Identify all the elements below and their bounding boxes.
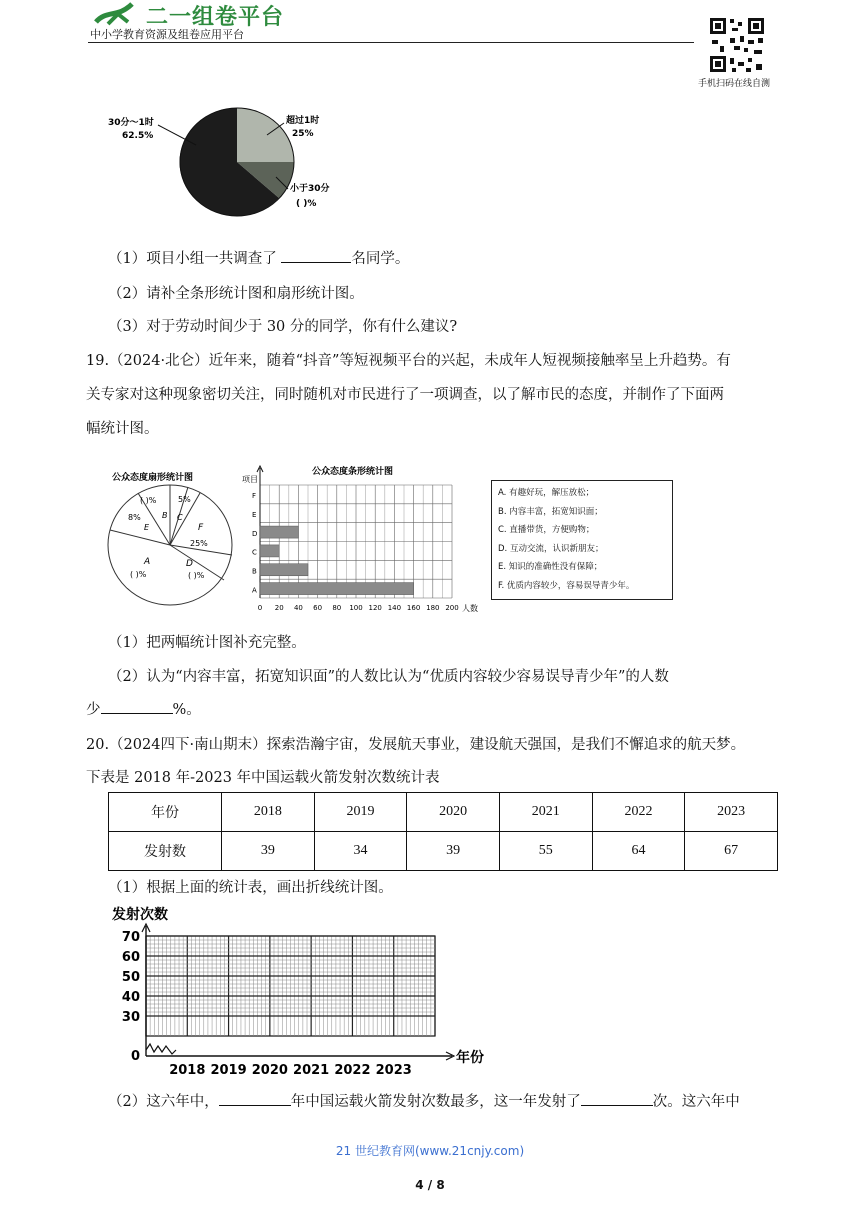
line-xtick: 2022 <box>334 1063 371 1078</box>
pie1-label-b: 超过1时 <box>286 116 320 126</box>
pie-chart-labor-time <box>100 105 400 235</box>
q19-sub2-line2 <box>86 698 201 719</box>
q20-sub1: （1）根据上面的统计表，画出折线统计图。 <box>108 880 393 896</box>
bar-xtick: 140 <box>387 604 402 612</box>
q18-sub2: （2）请补全条形统计图和扇形统计图。 <box>108 286 364 302</box>
legend-list <box>492 481 672 595</box>
line-axis-break-icon <box>146 1044 176 1054</box>
q20-sub2-blank2[interactable] <box>581 1091 653 1106</box>
q19-sub2-blank[interactable] <box>101 699 173 714</box>
q18-sub1-blank[interactable] <box>281 248 351 263</box>
bar-xtick: 100 <box>349 604 363 612</box>
q18-sub1-post: 名同学。 <box>351 251 410 267</box>
q20-line1: 20.（2024四下·南山期末）探索浩瀚宇宙，发展航天事业，建设航天强国，是我们不懈追求的航天梦。 <box>86 737 746 753</box>
pie2-title: 公众态度扇形统计图 <box>112 473 194 483</box>
pie2-label-c: C <box>177 513 183 522</box>
line-ytick: 60 <box>121 950 140 965</box>
bar-xlabel: 人数 <box>462 604 478 613</box>
qr-code-icon[interactable] <box>708 16 766 74</box>
table-cell-value: 67 <box>685 832 778 871</box>
line-xtick: 2020 <box>251 1063 288 1078</box>
pie1-label-a: 30分～1时 <box>108 118 154 128</box>
q18-sub1 <box>108 247 409 268</box>
bar-legend-box <box>491 480 673 600</box>
bar-chart-public-attitude <box>236 460 486 620</box>
bar-category-B: B <box>252 567 257 576</box>
legend-item: C. 直播带货，方便购物； <box>498 525 595 535</box>
line-ytick: 40 <box>121 990 140 1005</box>
line-xtick: 2023 <box>375 1063 412 1078</box>
pie2-label-d-val: ( )% <box>188 571 205 580</box>
bar-xtick: 120 <box>368 604 382 612</box>
bar-xtick: 200 <box>445 604 459 612</box>
table-header-label: 年份 <box>109 793 222 832</box>
table-row-label: 发射数 <box>109 832 222 871</box>
line-xtick: 2021 <box>293 1063 330 1078</box>
bar-C <box>260 545 279 557</box>
pie2-label-d: D <box>186 559 193 569</box>
line-xtick: 2018 <box>169 1063 206 1078</box>
launch-table <box>108 792 778 871</box>
bar-xtick: 0 <box>257 604 263 612</box>
bar-category-D: D <box>252 529 258 538</box>
bar-xtick: 180 <box>426 604 440 612</box>
table-header-year: 2023 <box>685 793 778 832</box>
q20-sub2-b: 年中国运载火箭发射次数最多，这一年发射了 <box>290 1094 581 1110</box>
table-cell-value: 55 <box>499 832 592 871</box>
legend-item: E. 知识的准确性没有保障； <box>498 562 603 572</box>
legend-item: D. 互动交流，认识新朋友； <box>498 543 604 554</box>
bar-category-F: F <box>252 492 257 501</box>
pie2-label-e: E <box>144 523 150 532</box>
pie2-label-f: F <box>198 523 204 533</box>
table-header-year: 2018 <box>222 793 315 832</box>
bar-x-ticks <box>258 604 459 612</box>
pie-chart-public-attitude <box>100 460 240 610</box>
q20-sub2-c: 次。这六年中 <box>652 1094 740 1110</box>
line-ytick: 50 <box>121 970 140 985</box>
line-ytick: 0 <box>130 1049 140 1064</box>
table-header-year: 2022 <box>592 793 685 832</box>
bar-xtick: 80 <box>332 604 342 612</box>
bar-A <box>260 583 414 595</box>
bar-xtick: 60 <box>313 604 323 612</box>
bar-title: 公众态度条形统计图 <box>312 467 394 477</box>
table-cell-value: 39 <box>407 832 500 871</box>
q19-line3: 幅统计图。 <box>86 421 159 437</box>
q19-line1: 19.（2024·北仑）近年来，随着“抖音”等短视频平台的兴起，未成年人短视频接触率呈上升趋势。有 <box>86 353 731 369</box>
line-ytick: 70 <box>121 930 140 945</box>
legend-item: B. 内容丰富，拓宽知识面； <box>498 506 603 517</box>
bar-category-E: E <box>252 511 257 520</box>
pie1-value-b: 25% <box>292 129 314 139</box>
q19-line2: 关专家对这种现象密切关注，同时随机对市民进行了一项调查，以了解市民的态度，并制作了下面两 <box>86 387 724 403</box>
bar-D <box>260 526 298 538</box>
pie2-label-c5: 5% <box>178 495 191 504</box>
legend-item: F. 优质内容较少，容易误导青少年。 <box>498 580 635 591</box>
pie2-label-f25: 25% <box>190 539 208 548</box>
header-tagline: 中小学教育资源及组卷应用平台 <box>90 28 244 41</box>
pie1-value-c: ( )% <box>296 199 317 209</box>
table-header-year: 2021 <box>499 793 592 832</box>
q18-sub3: （3）对于劳动时间少于 30 分的同学，你有什么建议? <box>108 319 458 335</box>
line-x-ticks <box>169 1063 412 1078</box>
footer-page-number: 4 / 8 <box>415 1178 445 1192</box>
logo-main-text: 二一组卷平台 <box>146 5 285 30</box>
q19-sub1: （1）把两幅统计图补充完整。 <box>108 635 306 651</box>
table-cell-value: 34 <box>314 832 407 871</box>
table-row <box>109 832 778 871</box>
q18-sub1-text: （1）项目小组一共调查了 <box>108 251 277 267</box>
q19-sub2-post: %。 <box>172 702 201 718</box>
bar-ylabel: 项目 <box>242 475 258 484</box>
runner-logo-icon <box>88 0 144 26</box>
pie2-label-a-val: ( )% <box>130 570 147 579</box>
q19-sub2-pre: 少 <box>86 702 101 718</box>
line-grid <box>142 924 454 1060</box>
q20-line2: 下表是 2018 年-2023 年中国运载火箭发射次数统计表 <box>86 770 440 786</box>
table-header-row <box>109 793 778 832</box>
q20-sub2-a: （2）这六年中， <box>108 1094 219 1110</box>
line-xtick: 2019 <box>210 1063 247 1078</box>
bar-category-labels <box>252 492 257 594</box>
table-cell-value: 64 <box>592 832 685 871</box>
footer-site-link[interactable]: 21 世纪教育网(www.21cnjy.com) <box>335 1144 525 1158</box>
pie1-value-a: 62.5% <box>122 131 154 141</box>
qr-caption: 手机扫码在线自测 <box>698 79 771 89</box>
bar-B <box>260 564 308 576</box>
bar-xtick: 20 <box>274 604 284 612</box>
line-ytick: 30 <box>121 1010 140 1025</box>
legend-item: A. 有趣好玩，解压放松； <box>498 488 595 498</box>
pie1-label-c: 小于30分 <box>290 184 330 194</box>
line-ylabel: 发射次数 <box>112 907 168 923</box>
line-chart-launches <box>100 898 500 1080</box>
table-header-year: 2019 <box>314 793 407 832</box>
line-y-ticks <box>122 930 140 1064</box>
table-cell-value: 39 <box>222 832 315 871</box>
bar-category-A: A <box>252 586 257 595</box>
bar-xtick: 160 <box>406 604 421 612</box>
bar-category-C: C <box>252 548 257 557</box>
bar-xtick: 40 <box>293 604 303 612</box>
line-xlabel: 年份 <box>456 1050 484 1066</box>
table-header-year: 2020 <box>407 793 500 832</box>
pie2-label-a: A <box>144 557 151 567</box>
q20-sub2 <box>108 1090 740 1111</box>
pie2-label-b: B <box>162 511 168 520</box>
header-rule <box>88 42 694 43</box>
pie2-label-top: ( )% <box>140 496 157 505</box>
q20-sub2-blank1[interactable] <box>219 1091 291 1106</box>
q19-sub2-line1: （2）认为“内容丰富，拓宽知识面”的人数比认为“优质内容较少容易误导青少年”的人数 <box>108 669 669 685</box>
pie2-label-e8: 8% <box>128 513 141 522</box>
